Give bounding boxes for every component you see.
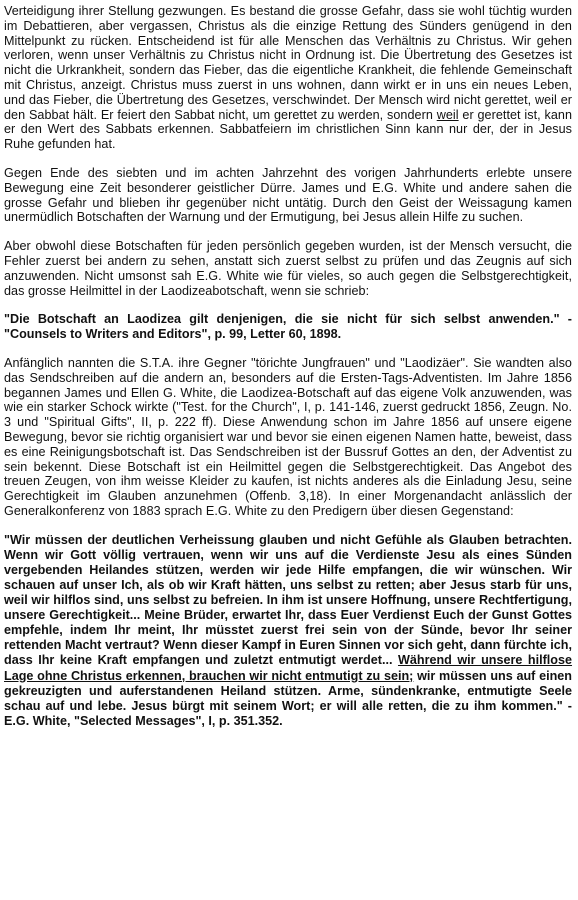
underlined-quote-sentence: Während wir unsere hilflose Lage ohne Christus erkennen, brauchen wir nicht entmutigt zu sein; bbox=[4, 653, 573, 683]
underlined-word-weil: weil bbox=[436, 107, 459, 122]
paragraph-laodicea-history: Anfänglich nannten die S.T.A. ihre Gegner "törichte Jungfrauen" und "Laodizäer". Sie wandten also das Sendschreiben auf die andern an, besonders auf die Ersten-Tags-Adventisten. Im Jahre 1856 begannen James und Ellen G. White, die Laodizea-Botschaft auf das eigene Volk anzuwenden, was wie ein starker Schock wirkte ("Test. for the Church", I, p. 141-146, zuerst gedruckt 1856, Zeugn. No. 3 und "Spiritual Gifts", II, p. 222 ff). Diese Anwendung schon im Jahre 1856 auf unsere eigene Bewegung, bevor sie richtig organisiert war und bevor sie einen eigenen Namen hatte, beweist, dass es eine Reinigungsbotschaft ist. Das Sendschreiben ist der Bussruf Gottes an den, der Adventist zu sein bekennt. Diese Botschaft ist ein Heilmittel gegen die Selbstgerechtigkeit. Das Angebot des treuen Zeugen, von ihm weisse Kleider zu kaufen, ist nichts anderes als die Einladung Jesu, seine Gerechtigkeit im Glauben anzunehmen (Offenb. 3,18). In einer Morgenandacht anlässlich der Generalkonferenz von 1883 sprach E.G. White zu den Predigern über diesen Gegenstand: bbox=[4, 355, 572, 518]
quote-laodicea-message: "Die Botschaft an Laodizea gilt denjenigen, die sie nicht für sich selbst anwenden." - "Counsels to Writers and Editors", p. 99, Letter 60, 1898. bbox=[4, 312, 572, 342]
paragraph-1-text-b: er gerettet ist, kann er den Wert des Sabbats erkennen. Sabbatfeiern im christlichen Sinn kann nur der, der in Jesus Ruhe gefunden hat. bbox=[4, 107, 573, 152]
quote-2-text-a: "Wir müssen der deutlichen Verheissung glauben und nicht Gefühle als Glauben betrachten. Wenn wir Gott völlig vertrauen, wenn wir uns auf die Verdienste Jesu als eines Sünden vergebenden Heilandes stützen, werden wir jede Hilfe empfangen, die wir wünschen. Wir schauen auf unser Ich, als ob wir Kraft hätten, uns selbst zu retten; aber Jesus starb für uns, weil wir hilflos sind, uns selbst zu befreien. In ihm ist unsere Hoffnung, unsere Rechtfertigung, unsere Gerechtigkeit... Meine Brüder, erwartet Ihr, dass Euer Verdienst Euch der Gunst Gottes empfehle, indem Ihr meint, Ihr müsstet zuerst frei sein von der Sünde, bevor Ihr seiner rettenden Macht vertraut? Wenn dieser Kampf in Euren Sinnen vor sich geht, dann fürchte ich, dass Ihr keine Kraft empfangen und zuletzt entmutigt werdet... bbox=[4, 532, 572, 668]
quote-selected-messages bbox=[4, 533, 572, 729]
document-page bbox=[4, 4, 572, 743]
paragraph-1-text-a: Verteidigung ihrer Stellung gezwungen. Es bestand die grosse Gefahr, dass sie wohl tüchtig wurden im Debattieren, aber vergassen, Christus als die einzige Rettung des Sünders genügend in den Mittelpunkt zu rücken. Entscheidend ist für alle Menschen das Verhältnis zu Christus. Wir gehen verloren, wenn unser Verhältnis zu Christus nicht in Ordnung ist. Die Übertretung des Gesetzes ist nicht die Urkrankheit, sondern das Fieber, das die eigentliche Krankheit, die fehlende Gemeinschaft mit Christus, anzeigt. Christus muss zuerst in uns wohnen, dann wirkt er in uns ein neues Leben, und das Fieber, die Übertretung des Gesetzes, verschwindet. Der Mensch wird nicht gerettet, weil er den Sabbat hält. Er feiert den Sabbat nicht, um gerettet zu werden, sondern bbox=[4, 4, 572, 122]
paragraph-laodicea-remedy: Aber obwohl diese Botschaften für jeden persönlich gegeben wurden, ist der Mensch versucht, die Fehler zuerst bei andern zu sehen, anstatt sich zuerst selbst zu prüfen und das Zeugnis auf sich anzuwenden. Nicht umsonst sah E.G. White wie für vieles, so auch gegen die Selbstgerechtigkeit, das grosse Heilmittel in der Laodizeabotschaft, wenn sie schrieb: bbox=[4, 239, 572, 298]
quote-2-text-b: wir müssen uns auf einen gekreuzigten und auferstandenen Heiland stützen. Arme, sündenkranke, entmutigte Seele schau auf und lebe. Jesus bürgt mit seinem Wort; er will alle retten, die zu ihm kommen." - E.G. White, "Selected Messages", I, p. 351.352. bbox=[4, 668, 572, 728]
paragraph-spiritual-drought: Gegen Ende des siebten und im achten Jahrzehnt des vorigen Jahrhunderts erlebte unsere Bewegung eine Zeit besonderer geistlicher Dürre. James und E.G. White und andere sahen die grosse Gefahr und blieben ihr gegenüber nicht untätig. Durch den Geist der Weissagung kamen unermüdlich Botschaften der Warnung und der Ermutigung, bei Jesus allein Hilfe zu suchen. bbox=[4, 165, 572, 225]
paragraph-sabbath-salvation bbox=[4, 4, 572, 152]
